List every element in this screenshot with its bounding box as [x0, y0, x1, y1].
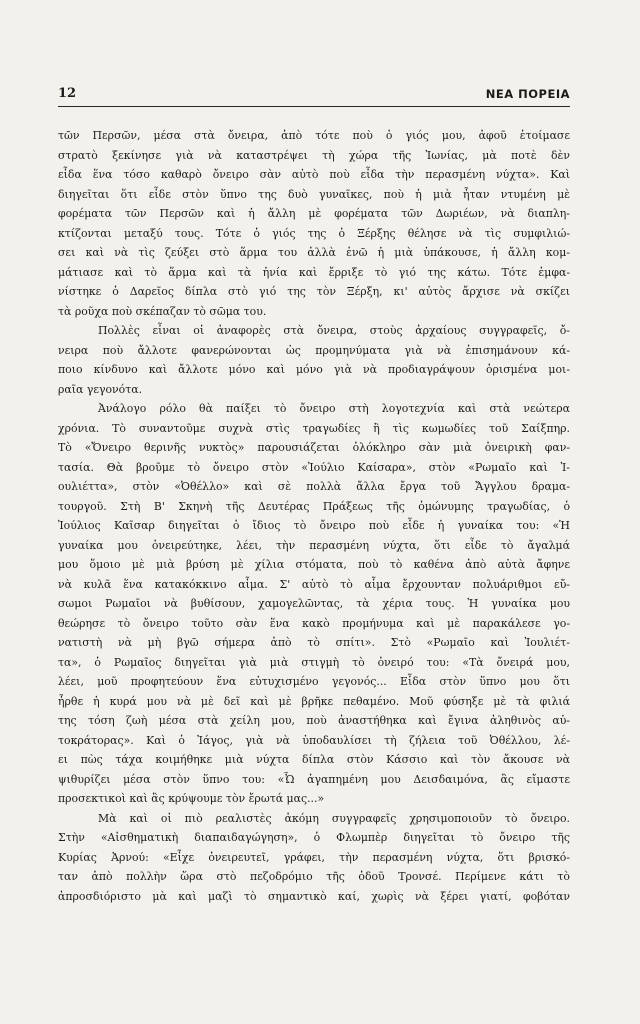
- paragraph-first-line: Ἀνάλογο ρόλο θὰ παίξει τὸ ὄνειρο στὴ λογοτεχνία καὶ στὰ νεώτερα: [98, 402, 570, 415]
- text-line: ραῖα γεγονότα.: [58, 382, 143, 396]
- text-line: Τὸ «Ὄνειρο θερινῆς νυκτὸς» παρουσιάζεται ὁλόκληρο σὰν μιὰ ὀνειρικὴ φαν-: [58, 441, 570, 454]
- text-line: νὰ κυλᾶ ἕνα κατακόκκινο αἷμα. Σ' αὐτὸ τὸ αἷμα ἔρχουνταν πολυάριθμοι εὔ-: [58, 577, 570, 591]
- text-line: τὰ ροῦχα ποὺ σκέπαζαν τὸ σῶμα του.: [58, 304, 267, 318]
- text-line: ποιο κίνδυνο καὶ ἄλλοτε μόνο καὶ μόνο γιὰ νὰ προδιαγράψουν ὁρισμένα μοι-: [58, 363, 570, 376]
- text-line: σει καὶ νὰ τὶς ζεύξει στὸ ἅρμα του ἀλλὰ ἐνῶ ἡ μιὰ ὑπάκουσε, ἡ ἄλλη κομ-: [58, 246, 570, 259]
- journal-title: ΝΕΑ ΠΟΡΕΙΑ: [485, 87, 570, 101]
- text-line: μου ὅμοιο μὲ μιὰ βρύση μὲ χίλια στόματα, ποὺ τὸ καθένα ἀπὸ αὐτὰ ἄφηνε: [58, 558, 570, 571]
- text-line: τουργοῦ. Στὴ Β' Σκηνὴ τῆς Δευτέρας Πράξεως τῆς ὁμώνυμης τραγωδίας, ὁ: [58, 499, 570, 513]
- text-line: ει πὼς τάχα κοιμήθηκε μιὰ νύχτα δίπλα στὸν Κάσσιο καὶ τὸν ἄκουσε νὰ: [58, 753, 570, 766]
- paragraph-first-line: Μὰ καὶ οἱ πιὸ ρεαλιστὲς ἀκόμη συγγραφεῖς χρησιμοποιοῦν τὸ ὄνειρο.: [98, 811, 570, 825]
- text-line: ταν ἀπὸ πολλὴν ὥρα στὸ πεζοδρόμιο τῆς ὁδοῦ Τρονσέ. Περίμενε κάτι τὸ: [58, 870, 570, 883]
- text-line: γυναίκα μου ὀνειρεύτηκε, λέει, τὴν περασμένη νύχτα, ὅτι εἶδε τὸ ἄγαλμά: [58, 538, 570, 552]
- text-line: διηγεῖται ὅτι εἶδε στὸν ὕπνο της δυὸ γυναῖκες, ποὺ ἡ μιὰ ἦταν ντυμένη μὲ: [58, 187, 570, 201]
- text-line: τασία. Θὰ βροῦμε τὸ ὄνειρο στὸν «Ἰούλιο Καίσαρα», στὸν «Ρωμαῖο καὶ Ἰ-: [58, 460, 570, 474]
- text-line: τῶν Περσῶν, μέσα στὰ ὄνειρα, ἀπὸ τότε ποὺ ὁ γιός μου, ἀφοῦ ἑτοίμασε: [58, 129, 570, 142]
- text-line: Στὴν «Αἰσθηματικὴ διαπαιδαγώγηση», ὁ Φλωμπὲρ διηγεῖται τὸ ὄνειρο τῆς: [58, 831, 570, 844]
- text-line: στρατὸ ξεκίνησε γιὰ νὰ καταστρέψει τὴ χώρα τῆς Ἰωνίας, μὰ ποτὲ δὲν: [58, 148, 570, 162]
- text-line: ουλιέττα», στὸν «Ὀθέλλο» καὶ σὲ πολλὰ ἄλλα ἔργα τοῦ Ἄγγλου δραμα-: [58, 480, 570, 493]
- text-line: νειρα ποὺ ἄλλοτε φανερώνονται ὡς προμηνύματα γιὰ νὰ ἐπισημάνουν κά-: [58, 343, 570, 357]
- text-line: Ἰούλιος Καῖσαρ διηγεῖται ὁ ἴδιος τὸ ὄνειρο ποὺ εἶδε ἡ γυναίκα του: «Ἡ: [58, 519, 570, 532]
- running-header: [58, 86, 570, 107]
- text-line: προσεκτικοὶ καὶ ἂς κρύψουμε τὸν ἔρωτά μας...»: [58, 792, 325, 805]
- article-body: [58, 126, 570, 906]
- text-line: σωμοι Ρωμαῖοι νὰ βυθίσουν, χαμογελῶντας, τὰ χέρια τους. Ἡ γυναίκα μου: [58, 597, 570, 610]
- text-line: κτίζονται μεταξύ τους. Τότε ὁ γιός της ὁ Ξέρξης θέλησε νὰ τὶς συμφιλιώ-: [58, 226, 570, 240]
- text-line: μάτιασε καὶ τὸ ἅρμα καὶ τὰ ἡνία καὶ ἔρριξε τὸ γιό της κάτω. Τότε ἐμφα-: [58, 265, 570, 279]
- text-line: ἦρθε ἡ κυρά μου νὰ μὲ δεῖ καὶ μὲ βρῆκε πεθαμένο. Μοῦ φύσηξε μὲ τὰ φιλιά: [58, 694, 570, 708]
- text-line: νίστηκε ὁ Δαρεῖος δίπλα στὸ γιό της τὸν Ξέρξη, κι' αὐτὸς ἄρχισε νὰ σκίζει: [58, 285, 570, 298]
- text-line: ἀπροσδιόριστο μὰ καὶ μαζὶ τὸ σημαντικὸ καί, χωρὶς νὰ ξέρει γιατί, φοβόταν: [58, 889, 570, 903]
- text-line: λέει, μοῦ προφητεύουν ἕνα εὐτυχισμένο γεγονός... Εἶδα στὸν ὕπνο μου ὅτι: [58, 675, 570, 688]
- text-line: Κυρίας Ἀρνού: «Εἶχε ὀνειρευτεῖ, γράφει, τὴν περασμένη νύχτα, ὅτι βρισκό-: [58, 850, 570, 864]
- text-line: ψιθυρίζει μέσα στὸν ὕπνο του: «Ὦ ἀγαπημένη μου Δεισδαιμόνα, ἂς εἴμαστε: [58, 772, 570, 786]
- text-line: χρόνια. Τὸ συναντοῦμε συχνὰ στὶς τραγωδίες ἢ τὶς κωμωδίες τοῦ Σαίξπηρ.: [58, 421, 570, 435]
- page-number: 12: [58, 86, 77, 101]
- text-line: τοκράτορας». Καὶ ὁ Ἰάγος, γιὰ νὰ ὑποδαυλίσει τὴ ζήλεια τοῦ Ὀθέλλου, λέ-: [58, 733, 570, 747]
- paragraph-first-line: Πολλὲς εἶναι οἱ ἀναφορὲς στὰ ὄνειρα, στοὺς ἀρχαίους συγγραφεῖς, ὄ-: [98, 324, 570, 337]
- text-line: της τόση ζωὴ μέσα στὰ χείλη μου, ποὺ ἀναστήθηκα καὶ ἔγινα ἀληθινὸς αὐ-: [58, 714, 570, 727]
- text-line: εἶδα ἕνα τόσο καθαρὸ ὄνειρο σὰν αὐτὸ ποὺ εἶδα τὴν περασμένη νύχτα». Καὶ: [58, 168, 570, 181]
- text-line: τα», ὁ Ρωμαῖος διηγεῖται γιὰ μιὰ στιγμὴ τὸ ὀνειρό του: «Τὰ ὄνειρά μου,: [58, 655, 570, 669]
- text-line: θεώρησε τὸ ὄνειρο τοῦτο σὰν ἕνα κακὸ προμήνυμα καὶ μὲ παρακάλεσε γο-: [58, 616, 570, 630]
- text-line: φορέματα τῶν Περσῶν καὶ ἡ ἄλλη μὲ φορέματα τῶν Δωριέων, νὰ διαπλη-: [58, 207, 570, 220]
- text-line: νατιστὴ νὰ μὴ βγῶ σήμερα ἀπὸ τὸ σπίτι». Στὸ «Ρωμαῖο καὶ Ἰουλιέτ-: [58, 636, 570, 649]
